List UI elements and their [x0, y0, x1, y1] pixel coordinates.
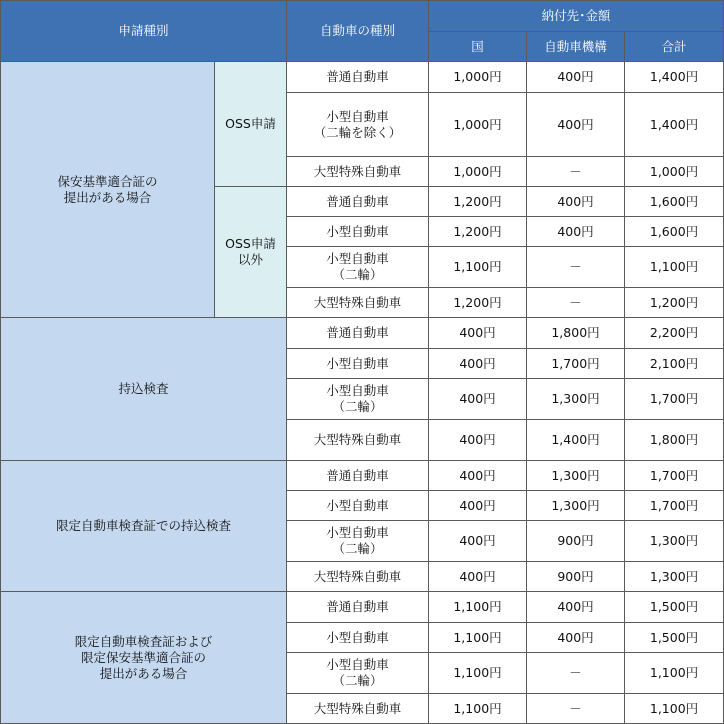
total-fee-cell: 1,100円	[625, 653, 724, 694]
vehicle-type-cell: 小型自動車 （二輪）	[287, 247, 429, 288]
group-label-cell: 保安基準適合証の 提出がある場合	[1, 62, 215, 318]
subgroup-label-cell: OSS申請	[215, 62, 287, 187]
vehicle-type-cell: 小型自動車	[287, 217, 429, 247]
national-fee-cell: 400円	[429, 521, 527, 562]
header-national: 国	[429, 32, 527, 62]
vehicle-type-cell: 小型自動車	[287, 623, 429, 653]
agency-fee-cell: 400円	[527, 623, 625, 653]
subgroup-label-cell: OSS申請 以外	[215, 187, 287, 318]
total-fee-cell: 1,300円	[625, 521, 724, 562]
total-fee-cell: 1,700円	[625, 461, 724, 491]
national-fee-cell: 1,100円	[429, 592, 527, 623]
national-fee-cell: 400円	[429, 379, 527, 420]
vehicle-type-cell: 大型特殊自動車	[287, 562, 429, 592]
agency-fee-cell: 400円	[527, 592, 625, 623]
vehicle-type-cell: 大型特殊自動車	[287, 288, 429, 318]
vehicle-type-cell: 普通自動車	[287, 62, 429, 93]
national-fee-cell: 400円	[429, 349, 527, 379]
agency-fee-cell: 1,300円	[527, 379, 625, 420]
header-agency: 自動車機構	[527, 32, 625, 62]
total-fee-cell: 2,100円	[625, 349, 724, 379]
header-vehicle-type: 自動車の種別	[287, 1, 429, 62]
total-fee-cell: 1,200円	[625, 288, 724, 318]
total-fee-cell: 2,200円	[625, 318, 724, 349]
national-fee-cell: 1,100円	[429, 653, 527, 694]
total-fee-cell: 1,800円	[625, 420, 724, 461]
agency-fee-cell: 400円	[527, 217, 625, 247]
vehicle-type-cell: 大型特殊自動車	[287, 420, 429, 461]
total-fee-cell: 1,300円	[625, 562, 724, 592]
agency-fee-cell: －	[527, 653, 625, 694]
fee-table-body	[1, 62, 724, 724]
national-fee-cell: 1,200円	[429, 187, 527, 217]
vehicle-type-cell: 小型自動車	[287, 349, 429, 379]
total-fee-cell: 1,500円	[625, 592, 724, 623]
agency-fee-cell: 400円	[527, 62, 625, 93]
agency-fee-cell: 1,400円	[527, 420, 625, 461]
vehicle-type-cell: 小型自動車 （二輪）	[287, 379, 429, 420]
total-fee-cell: 1,100円	[625, 247, 724, 288]
vehicle-type-cell: 普通自動車	[287, 318, 429, 349]
national-fee-cell: 1,000円	[429, 62, 527, 93]
agency-fee-cell: 1,800円	[527, 318, 625, 349]
vehicle-type-cell: 普通自動車	[287, 461, 429, 491]
vehicle-type-cell: 小型自動車 （二輪）	[287, 653, 429, 694]
national-fee-cell: 400円	[429, 491, 527, 521]
vehicle-type-cell: 小型自動車	[287, 491, 429, 521]
vehicle-type-cell: 小型自動車 （二輪）	[287, 521, 429, 562]
total-fee-cell: 1,400円	[625, 93, 724, 157]
national-fee-cell: 1,100円	[429, 623, 527, 653]
header-payee: 納付先･金額	[429, 1, 724, 32]
vehicle-type-cell: 大型特殊自動車	[287, 157, 429, 187]
agency-fee-cell: －	[527, 247, 625, 288]
agency-fee-cell: 1,300円	[527, 491, 625, 521]
total-fee-cell: 1,600円	[625, 217, 724, 247]
group-label-cell: 限定自動車検査証での持込検査	[1, 461, 287, 592]
total-fee-cell: 1,600円	[625, 187, 724, 217]
vehicle-type-cell: 普通自動車	[287, 187, 429, 217]
national-fee-cell: 1,100円	[429, 694, 527, 724]
total-fee-cell: 1,500円	[625, 623, 724, 653]
national-fee-cell: 1,100円	[429, 247, 527, 288]
total-fee-cell: 1,000円	[625, 157, 724, 187]
agency-fee-cell: 400円	[527, 187, 625, 217]
national-fee-cell: 1,200円	[429, 217, 527, 247]
agency-fee-cell: 900円	[527, 562, 625, 592]
agency-fee-cell: 400円	[527, 93, 625, 157]
vehicle-type-cell: 普通自動車	[287, 592, 429, 623]
agency-fee-cell: 1,300円	[527, 461, 625, 491]
vehicle-type-cell: 小型自動車 （二輪を除く）	[287, 93, 429, 157]
agency-fee-cell: 900円	[527, 521, 625, 562]
group-label-cell: 限定自動車検査証および 限定保安基準適合証の 提出がある場合	[1, 592, 287, 724]
agency-fee-cell: －	[527, 288, 625, 318]
header-category: 申請種別	[1, 1, 287, 62]
group-label-cell: 持込検査	[1, 318, 287, 461]
national-fee-cell: 400円	[429, 461, 527, 491]
total-fee-cell: 1,700円	[625, 379, 724, 420]
table-row	[1, 62, 724, 93]
table-row	[1, 461, 724, 491]
total-fee-cell: 1,700円	[625, 491, 724, 521]
national-fee-cell: 400円	[429, 420, 527, 461]
table-row	[1, 318, 724, 349]
vehicle-type-cell: 大型特殊自動車	[287, 694, 429, 724]
total-fee-cell: 1,400円	[625, 62, 724, 93]
national-fee-cell: 400円	[429, 318, 527, 349]
header-total: 合計	[625, 32, 724, 62]
agency-fee-cell: －	[527, 694, 625, 724]
national-fee-cell: 1,200円	[429, 288, 527, 318]
table-row	[1, 592, 724, 623]
agency-fee-cell: 1,700円	[527, 349, 625, 379]
agency-fee-cell: －	[527, 157, 625, 187]
total-fee-cell: 1,100円	[625, 694, 724, 724]
national-fee-cell: 1,000円	[429, 157, 527, 187]
national-fee-cell: 1,000円	[429, 93, 527, 157]
national-fee-cell: 400円	[429, 562, 527, 592]
